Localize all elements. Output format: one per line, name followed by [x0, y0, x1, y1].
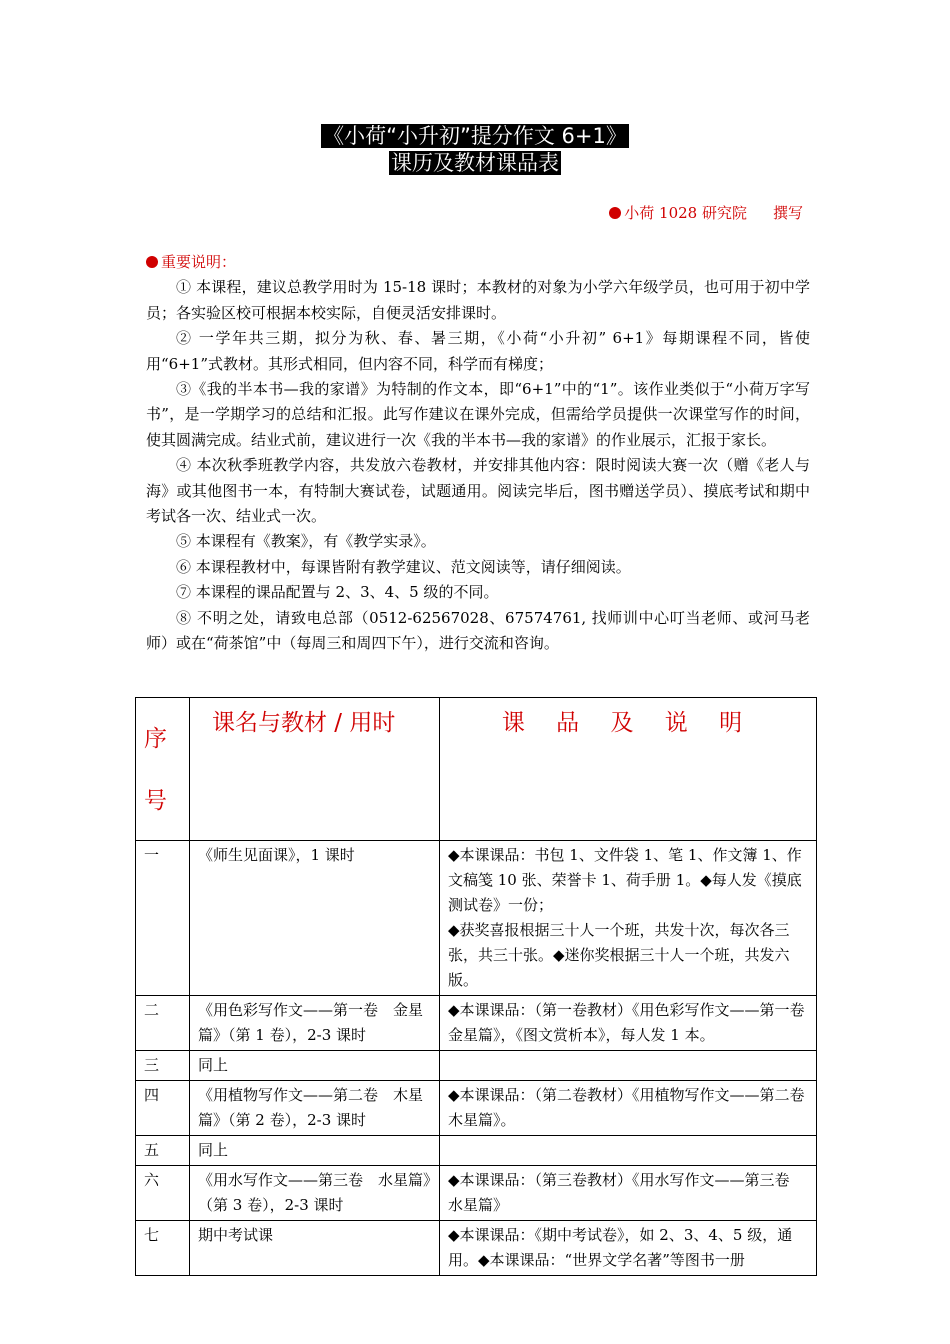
row-course: 《用植物写作文——第二卷 木星篇》（第 2 卷），2-3 课时 — [190, 1081, 440, 1136]
note-item: ⑥ 本课程教材中，每课皆附有教学建议、范文阅读等，请仔细阅读。 — [176, 557, 631, 576]
header-items: 课 品 及 说 明 — [440, 698, 817, 841]
author-name: 小荷 1028 研究院 — [624, 204, 747, 222]
row-number: 五 — [136, 1136, 190, 1166]
table-row — [136, 1051, 817, 1081]
table-header-row — [136, 698, 817, 841]
important-notes — [146, 250, 810, 657]
row-items — [440, 1136, 817, 1166]
row-number: 三 — [136, 1051, 190, 1081]
table-row — [136, 1221, 817, 1276]
bullet-dot-icon — [146, 256, 158, 268]
schedule-table — [135, 697, 820, 1276]
note-item: ⑤ 本课程有《教案》，有《教学实录》。 — [176, 532, 436, 551]
row-number: 二 — [136, 996, 190, 1051]
row-course: 《师生见面课》，1 课时 — [190, 841, 440, 996]
table-row — [136, 841, 817, 996]
bullet-dot-icon — [609, 207, 621, 219]
row-number: 六 — [136, 1166, 190, 1221]
document-title-line2: 课历及教材课品表 — [391, 151, 559, 175]
author-line — [609, 202, 803, 223]
table-row — [136, 1081, 817, 1136]
row-items: ◆本课课品：书包 1、文件袋 1、笔 1、作文簿 1、作文稿笺 10 张、荣誉卡 1、荷手册 1。◆每人发《摸底测试卷》一份； ◆获奖喜报根据三十人一个班，共发十次，每次各三张，共三十张。◆迷你奖根据三十人一个班，共发六版。 — [440, 841, 817, 996]
row-course: 同上 — [190, 1051, 440, 1081]
notes-heading: 重要说明： — [146, 250, 810, 275]
row-items: ◆本课课品：（第一卷教材）《用色彩写作文——第一卷 金星篇》，《图文赏析本》，每人发 1 本。 — [440, 996, 817, 1051]
note-item: ④ 本次秋季班教学内容，共发放六卷教材，并安排其他内容：限时阅读大赛一次（赠《老人与海》或其他图书一本，有特制大赛试卷，试题通用。阅读完毕后，图书赠送学员）、摸底考试和期中考试各一次、结业式一次。 — [146, 456, 810, 526]
table-row — [136, 996, 817, 1051]
row-number: 七 — [136, 1221, 190, 1276]
row-number: 一 — [136, 841, 190, 996]
header-course: 课名与教材 / 用时 — [190, 698, 440, 841]
row-course: 《用色彩写作文——第一卷 金星篇》（第 1 卷），2-3 课时 — [190, 996, 440, 1051]
note-item: ① 本课程，建议总教学用时为 15-18 课时；本教材的对象为小学六年级学员，也可用于初中学员；各实验区校可根据本校实际，自便灵活安排课时。 — [146, 278, 810, 322]
note-item: ③《我的半本书—我的家谱》为特制的作文本，即“6+1”中的“1”。该作业类似于“小荷万字写书”，是一学期学习的总结和汇报。此写作建议在课外完成，但需给学员提供一次课堂写作的时间，使其圆满完成。结业式前，建议进行一次《我的半本书—我的家谱》的作业展示，汇报于家长。 — [146, 380, 810, 449]
note-item: ② 一学年共三期，拟分为秋、春、暑三期，《小荷“小升初” 6+1》每期课程不同，皆使用“6+1”式教材。其形式相同，但内容不同，科学而有梯度； — [146, 329, 810, 373]
table-row — [136, 1166, 817, 1221]
header-number: 序 号 — [136, 698, 190, 841]
row-items: ◆本课课品：（第三卷教材）《用水写作文——第三卷 水星篇》 — [440, 1166, 817, 1221]
row-course: 期中考试课 — [190, 1221, 440, 1276]
note-item: ⑧ 不明之处，请致电总部（0512-62567028、67574761, 找师训中心叮当老师、或河马老师）或在“荷茶馆”中（每周三和周四下午），进行交流和咨询。 — [146, 608, 810, 653]
document-title-line1: 《小荷“小升初”提分作文 6+1》 — [323, 124, 627, 148]
author-role: 撰写 — [772, 204, 803, 222]
row-number: 四 — [136, 1081, 190, 1136]
note-item: ⑦ 本课程的课品配置与 2、3、4、5 级的不同。 — [176, 583, 499, 602]
row-items: ◆本课课品：《期中考试卷》，如 2、3、4、5 级，通用。◆本课课品：“世界文学名著”等图书一册 — [440, 1221, 817, 1276]
row-course: 同上 — [190, 1136, 440, 1166]
row-course: 《用水写作文——第三卷 水星篇》（第 3 卷），2-3 课时 — [190, 1166, 440, 1221]
table-row — [136, 1136, 817, 1166]
row-items: ◆本课课品：（第二卷教材）《用植物写作文——第二卷 木星篇》。 — [440, 1081, 817, 1136]
row-items — [440, 1051, 817, 1081]
